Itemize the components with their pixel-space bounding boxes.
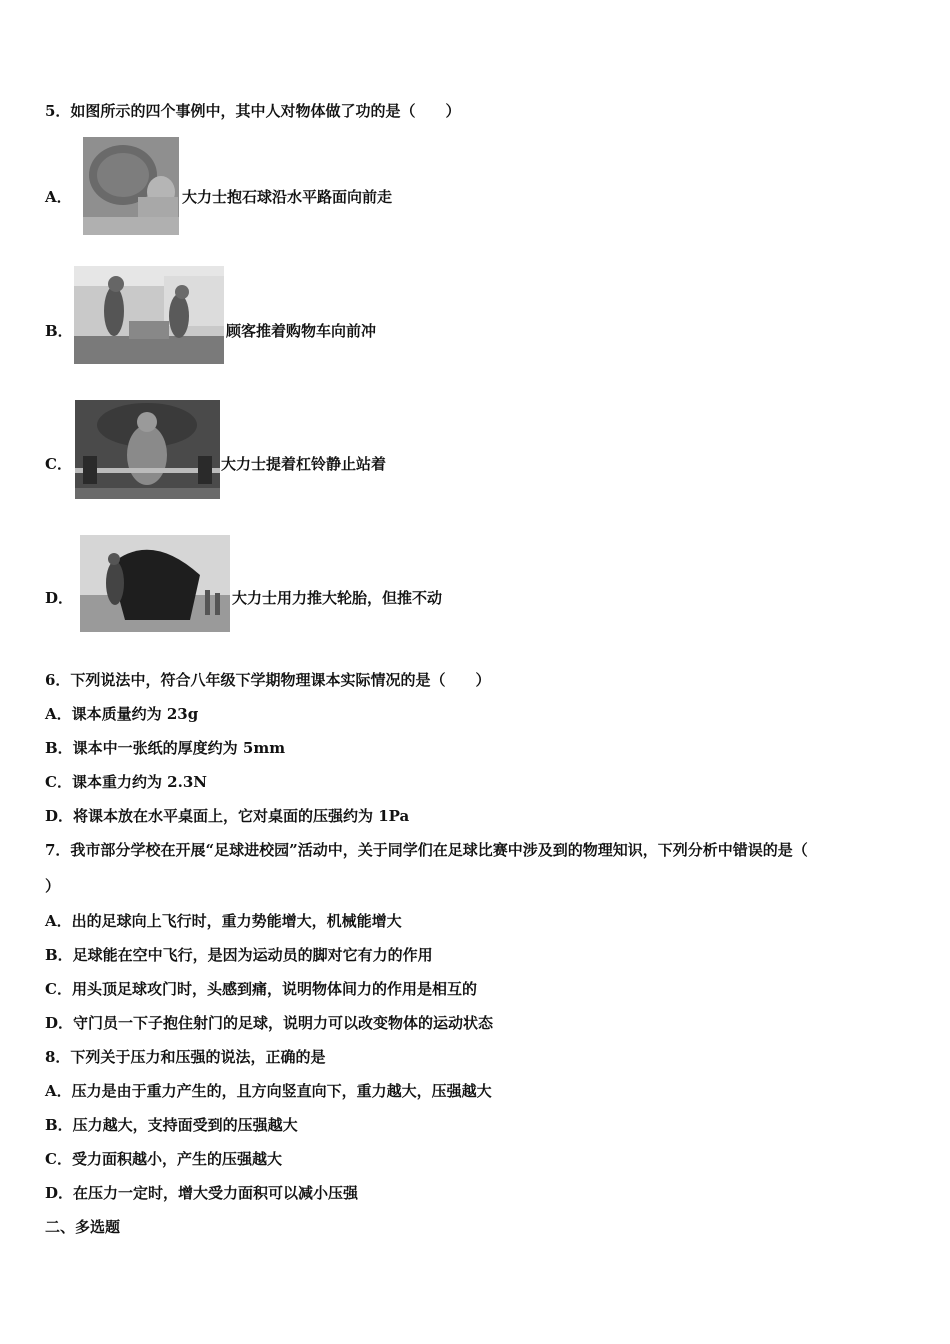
question-5-stem: 5．如图所示的四个事例中，其中人对物体做了功的是（ ） <box>45 102 461 120</box>
question-7-stem-line1: 7．我市部分学校在开展“足球进校园”活动中，关于同学们在足球比赛中涉及到的物理知识，下列分析中错误的是（ <box>45 841 808 859</box>
question-8-stem: 8．下列关于压力和压强的说法，正确的是 <box>45 1048 326 1066</box>
q5-option-c-image <box>75 400 220 499</box>
q5-option-d-label: D． <box>45 589 74 607</box>
section-heading: 二、多选题 <box>45 1218 121 1236</box>
q6-option-b: B．课本中一张纸的厚度约为 5mm <box>45 739 286 757</box>
q7-option-a: A．出的足球向上飞行时，重力势能增大，机械能增大 <box>45 912 402 930</box>
q5-option-c-text: 大力士提着杠铃静止站着 <box>221 455 387 473</box>
q8-option-d: D．在压力一定时，增大受力面积可以减小压强 <box>45 1184 359 1202</box>
q5-option-b-image <box>74 266 224 364</box>
q5-option-b-text: 顾客推着购物车向前冲 <box>226 322 377 340</box>
q7-option-b: B．足球能在空中飞行，是因为运动员的脚对它有力的作用 <box>45 946 433 964</box>
q5-option-d-text: 大力士用力推大轮胎，但推不动 <box>232 589 443 607</box>
q7-option-d: D．守门员一下子抱住射门的足球，说明力可以改变物体的运动状态 <box>45 1014 494 1032</box>
q5-option-c-label: C． <box>45 455 72 473</box>
q5-option-a-label: A． <box>45 188 72 206</box>
q8-option-a: A．压力是由于重力产生的，且方向竖直向下，重力越大，压强越大 <box>45 1082 492 1100</box>
q5-option-b-label: B． <box>45 322 73 340</box>
q5-option-a-image <box>83 137 179 235</box>
question-7-stem-line2: ） <box>45 877 61 895</box>
q5-option-d-image <box>80 535 230 632</box>
q6-option-d: D．将课本放在水平桌面上，它对桌面的压强约为 1Pa <box>45 807 410 825</box>
q8-option-c: C．受力面积越小，产生的压强越大 <box>45 1150 282 1168</box>
question-6-stem: 6．下列说法中，符合八年级下学期物理课本实际情况的是（ ） <box>45 671 491 689</box>
q7-option-c: C．用头顶足球攻门时，头感到痛，说明物体间力的作用是相互的 <box>45 980 477 998</box>
q6-option-c: C．课本重力约为 2.3N <box>45 773 207 791</box>
q5-option-a-text: 大力士抱石球沿水平路面向前走 <box>182 188 393 206</box>
q6-option-a: A．课本质量约为 23g <box>45 705 199 723</box>
q8-option-b: B．压力越大，支持面受到的压强越大 <box>45 1116 298 1134</box>
